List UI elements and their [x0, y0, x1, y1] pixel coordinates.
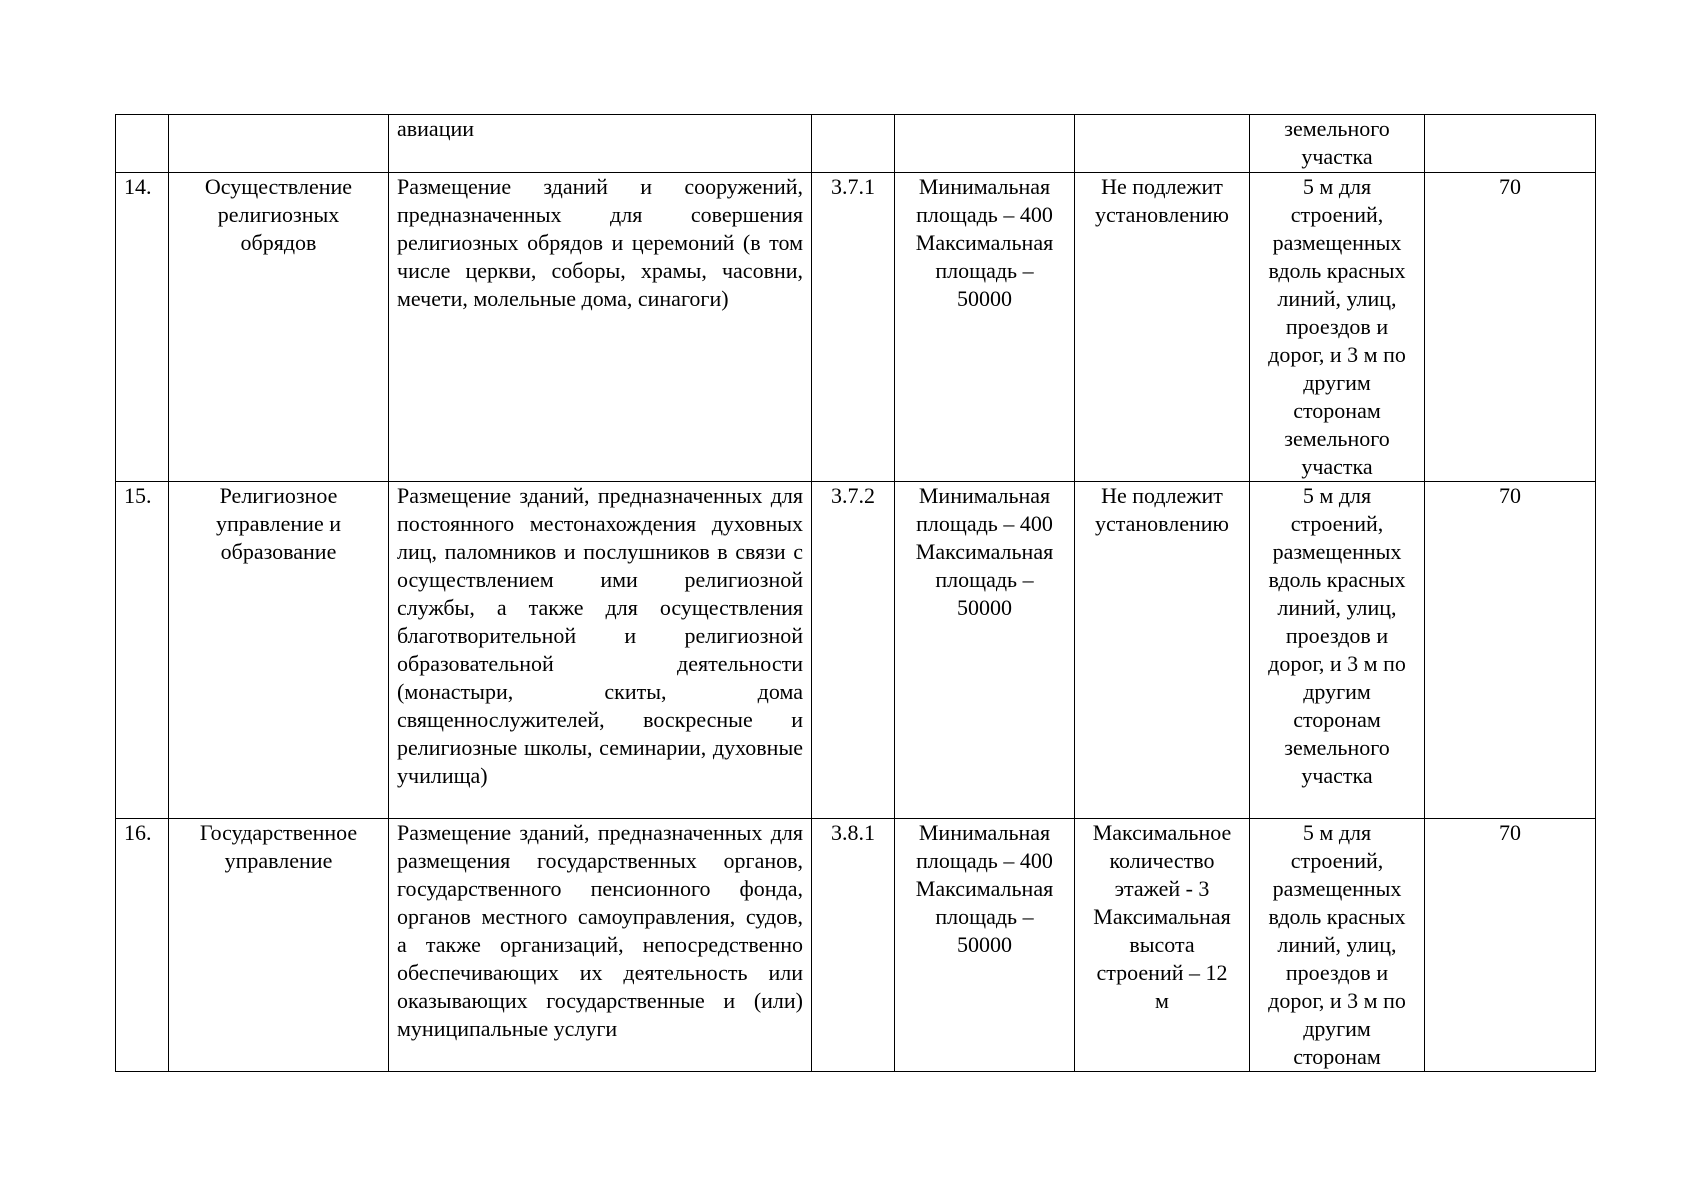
row-number: 14. [116, 173, 169, 482]
table-row [116, 819, 1596, 1072]
max-coverage-percent [1425, 115, 1596, 173]
use-code: 3.8.1 [812, 819, 895, 1072]
row-number: 15. [116, 482, 169, 819]
table-row [116, 173, 1596, 482]
setback-distances: 5 м для строений, размещенных вдоль красных линий, улиц, проездов и дорог, и 3 м по другим сторонам земельного участка [1250, 482, 1425, 819]
use-description: Размещение зданий, предназначенных для постоянного местонахождения духовных лиц, паломников и послушников в связи с осуществлением ими религиозной службы, а также для осуществления благотворительной и религиозной образовательной деятельности (монастыри, скиты, дома священнослужителей, воскресные и религиозные школы, семинарии, духовные училища) [389, 482, 812, 819]
use-description: Размещение зданий, предназначенных для размещения государственных органов, государственного пенсионного фонда, органов местного самоуправления, судов, а также организаций, непосредственно обеспечивающих их деятельность или оказывающих государственные и (или) муниципальные услуги [389, 819, 812, 1072]
floors-height-limits: Максимальное количество этажей - 3 Максимальная высота строений – 12 м [1075, 819, 1250, 1072]
use-description: авиации [389, 115, 812, 173]
floors-height-limits: Не подлежит установлению [1075, 173, 1250, 482]
row-number [116, 115, 169, 173]
table-row [116, 482, 1596, 819]
table-row [116, 115, 1596, 173]
plot-area-limits: Минимальная площадь – 400 Максимальная площадь – 50000 [895, 819, 1075, 1072]
use-type-name: Осуществление религиозных обрядов [169, 173, 389, 482]
floors-height-limits: Не подлежит установлению [1075, 482, 1250, 819]
setback-distances: 5 м для строений, размещенных вдоль красных линий, улиц, проездов и дорог, и 3 м по другим сторонам земельного участка [1250, 173, 1425, 482]
plot-area-limits: Минимальная площадь – 400 Максимальная площадь – 50000 [895, 482, 1075, 819]
use-type-name: Религиозное управление и образование [169, 482, 389, 819]
use-type-name [169, 115, 389, 173]
setback-distances: земельного участка [1250, 115, 1425, 173]
floors-height-limits [1075, 115, 1250, 173]
max-coverage-percent: 70 [1425, 819, 1596, 1072]
use-type-name: Государственное управление [169, 819, 389, 1072]
use-code [812, 115, 895, 173]
max-coverage-percent: 70 [1425, 482, 1596, 819]
plot-area-limits: Минимальная площадь – 400 Максимальная площадь – 50000 [895, 173, 1075, 482]
zoning-regulations-table [115, 114, 1596, 1072]
setback-distances: 5 м для строений, размещенных вдоль красных линий, улиц, проездов и дорог, и 3 м по другим сторонам [1250, 819, 1425, 1072]
row-number: 16. [116, 819, 169, 1072]
use-code: 3.7.2 [812, 482, 895, 819]
max-coverage-percent: 70 [1425, 173, 1596, 482]
use-description: Размещение зданий и сооружений, предназначенных для совершения религиозных обрядов и церемоний (в том числе церкви, соборы, храмы, часовни, мечети, молельные дома, синагоги) [389, 173, 812, 482]
plot-area-limits [895, 115, 1075, 173]
use-code: 3.7.1 [812, 173, 895, 482]
